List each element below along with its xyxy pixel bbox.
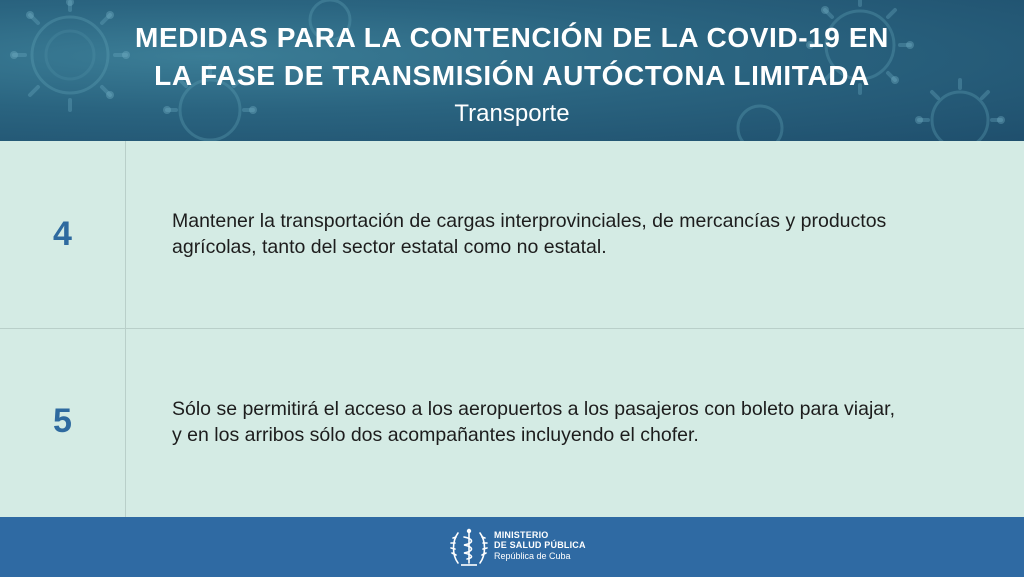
measure-number: 4 — [53, 215, 72, 253]
ministry-country: República de Cuba — [494, 551, 571, 561]
ministry-name-line-2: DE SALUD PÚBLICA — [494, 540, 586, 550]
measure-text — [172, 396, 972, 448]
section-subtitle: Transporte — [454, 100, 570, 127]
page-title-line-2: LA FASE DE TRANSMISIÓN AUTÓCTONA LIMITADA — [154, 60, 870, 91]
ministry-name-line-1: MINISTERIO — [494, 530, 549, 540]
ministry-name — [494, 530, 586, 562]
header-banner — [0, 0, 1024, 141]
measure-row — [0, 329, 1024, 517]
measure-text-line: Sólo se permitirá el acceso a los aeropuertos a los pasajeros con boleto para viajar, — [172, 398, 895, 420]
measure-row — [0, 141, 1024, 328]
measure-text-line: agrícolas, tanto del sector estatal como no estatal. — [172, 236, 607, 258]
page-title-line-1: MEDIDAS PARA LA CONTENCIÓN DE LA COVID-19 EN — [135, 22, 889, 53]
footer-bar — [0, 517, 1024, 577]
measure-text — [172, 208, 972, 260]
measure-number: 5 — [53, 402, 72, 440]
measure-text-line: y en los arribos sólo dos acompañantes incluyendo el chofer. — [172, 424, 699, 446]
measure-text-line: Mantener la transportación de cargas interprovinciales, de mercancías y productos — [172, 210, 887, 232]
column-divider — [125, 141, 126, 517]
ministry-emblem-icon — [449, 525, 489, 569]
